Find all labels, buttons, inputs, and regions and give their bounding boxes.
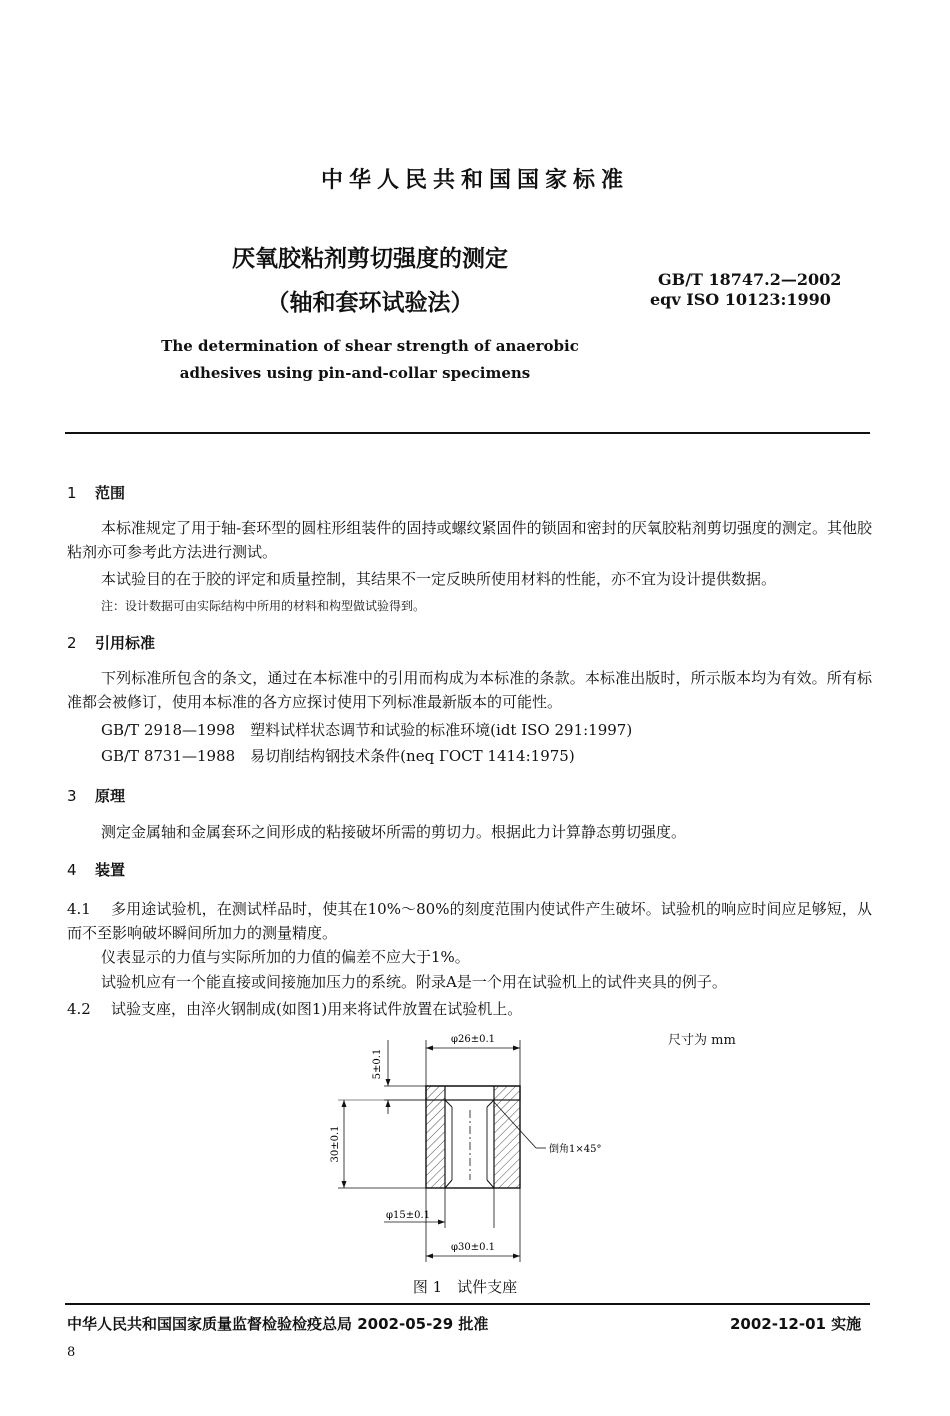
title-en-line1: The determination of shear strength of anaerobic	[161, 337, 579, 355]
clause-4-1-number: 4.1	[67, 900, 91, 918]
section-1-paragraph-1: 本标准规定了用于轴-套环型的圆柱形组装件的固持或螺纹紧固件的锁固和密封的厌氧胶粘剂剪切强度的测定。其他胶粘剂亦可参考此方法进行测试。	[67, 519, 872, 561]
section-2-paragraph-1: 下列标准所包含的条文，通过在本标准中的引用而构成为本标准的条款。本标准出版时，所示版本均为有效。所有标准都会被修订，使用本标准的各方应探讨使用下列标准最新版本的可能性。	[67, 669, 872, 711]
header-divider	[65, 432, 870, 434]
title-en-line2: adhesives using pin-and-collar specimens	[179, 364, 531, 382]
dim-left-label: 30±0.1	[330, 1125, 341, 1163]
clause-4-1-paragraph-3: 试验机应有一个能直接或间接施加压力的系统。附录A是一个用在试验机上的试件夹具的例子。	[101, 973, 727, 991]
dim-inner-label: φ15±0.1	[386, 1210, 431, 1221]
section-4-heading	[67, 859, 125, 880]
clause-4-1-text: 多用途试验机，在测试样品时，使其在10%～80%的刻度范围内使试件产生破坏。试验机的响应时间应足够短，从而不至影响破坏瞬间所加力的测量精度。	[67, 900, 872, 942]
section-3-paragraph-1: 测定金属轴和金属套环之间形成的粘接破坏所需的剪切力。根据此力计算静态剪切强度。	[101, 823, 687, 841]
dim-chamfer-label: 倒角1×45°	[549, 1144, 602, 1155]
section-4-number: 4	[67, 861, 77, 879]
clause-4-1-paragraph-2: 仪表显示的力值与实际所加的力值的偏差不应大于1%。	[101, 948, 470, 966]
dim-outer-label: φ30±0.1	[450, 1242, 496, 1253]
clause-4-2-text: 试验支座，由淬火钢制成(如图1)用来将试件放置在试验机上。	[111, 1000, 523, 1018]
national-standard-heading: 中华人民共和国国家标准	[320, 168, 629, 193]
dim-top-label: φ26±0.1	[450, 1034, 496, 1045]
section-4-title: 装置	[95, 861, 126, 879]
clause-4-2	[67, 997, 522, 1021]
section-3-heading	[67, 785, 125, 806]
section-2-heading	[67, 632, 155, 653]
test-support-drawing	[300, 1030, 640, 1275]
section-2-number: 2	[67, 634, 77, 652]
reference-2: GB/T 8731—1988 易切削结构钢技术条件(neq ГOCT 1414:1975)	[101, 747, 575, 765]
title-cn-line2: （轴和套环试验法）	[266, 290, 474, 316]
equivalent-standard: eqv ISO 10123:1990	[650, 290, 831, 309]
clause-4-1	[67, 897, 872, 945]
page-number: 8	[67, 1345, 76, 1360]
title-cn-line1: 厌氧胶粘剂剪切强度的测定	[232, 246, 508, 272]
reference-1: GB/T 2918—1998 塑料试样状态调节和试验的标准环境(idt ISO 291:1997)	[101, 721, 633, 739]
dim-left-top-label: 5±0.1	[372, 1048, 383, 1080]
section-2-title: 引用标准	[95, 634, 156, 652]
section-1-number: 1	[67, 484, 77, 502]
support-body	[426, 1086, 520, 1188]
footer-effective-date: 2002-12-01 实施	[730, 1315, 862, 1333]
standard-number: GB/T 18747.2—2002	[658, 270, 842, 289]
footer-issuer: 中华人民共和国国家质量监督检验检疫总局 2002-05-29 批准	[67, 1315, 489, 1333]
figure-caption: 图 1 试件支座	[412, 1278, 518, 1296]
section-1-heading	[67, 482, 125, 503]
section-1-title: 范围	[95, 484, 126, 502]
section-1-paragraph-2: 本试验目的在于胶的评定和质量控制，其结果不一定反映所使用材料的性能，亦不宜为设计提供数据。	[101, 570, 777, 588]
clause-4-2-number: 4.2	[67, 1000, 91, 1018]
section-3-number: 3	[67, 787, 77, 805]
section-3-title: 原理	[95, 787, 126, 805]
section-1-note: 注：设计数据可由实际结构中所用的材料和构型做试验得到。	[101, 599, 426, 613]
footer-divider	[65, 1303, 870, 1305]
figure-unit-note: 尺寸为 mm	[668, 1033, 736, 1048]
